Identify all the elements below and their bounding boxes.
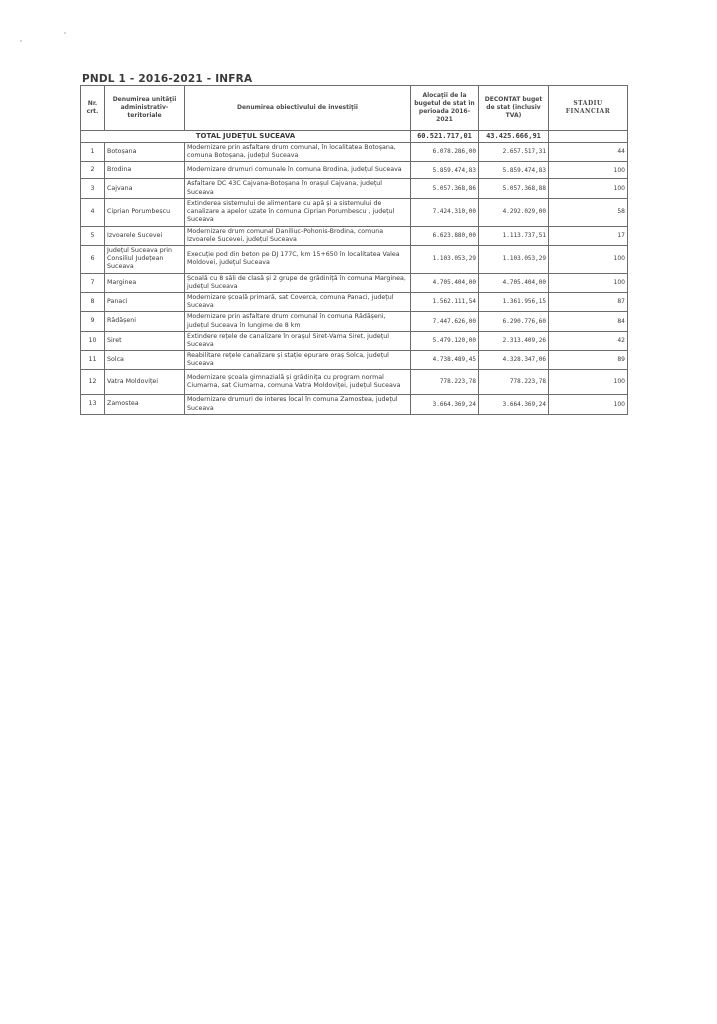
- row-unit: Județul Suceava prin Consiliul Județean Suceava: [105, 246, 185, 274]
- row-unit: Rădășeni: [105, 312, 185, 331]
- total-decont: 43.425.666,91: [479, 131, 549, 143]
- row-decont: 3.664.369,24: [479, 395, 549, 414]
- page-title: PNDL 1 - 2016-2021 - INFRA: [82, 73, 253, 85]
- row-alloc: 778.223,78: [411, 370, 479, 395]
- row-stadiu: 42: [549, 331, 628, 350]
- row-objective: Modernizare școală primară, sat Coverca, comuna Panaci, județul Suceava: [185, 292, 411, 311]
- row-number: 13: [81, 395, 105, 414]
- row-alloc: 6.623.880,00: [411, 226, 479, 245]
- table-row: [81, 143, 628, 162]
- row-number: 4: [81, 198, 105, 226]
- row-unit: Marginea: [105, 273, 185, 292]
- row-number: 6: [81, 246, 105, 274]
- table-row: [81, 370, 628, 395]
- table-row: [81, 312, 628, 331]
- header-objective: Denumirea obiectivului de investiţii: [185, 86, 411, 131]
- row-stadiu: 58: [549, 198, 628, 226]
- row-alloc: 7.424.310,00: [411, 198, 479, 226]
- header-unit: Denumirea unităţii administrativ-teritoriale: [105, 86, 185, 131]
- row-decont: 1.113.737,51: [479, 226, 549, 245]
- row-stadiu: 44: [549, 143, 628, 162]
- row-stadiu: 100: [549, 395, 628, 414]
- row-number: 9: [81, 312, 105, 331]
- row-number: 2: [81, 162, 105, 179]
- table-row: [81, 351, 628, 370]
- row-decont: 5.057.368,88: [479, 179, 549, 198]
- row-stadiu: 100: [549, 246, 628, 274]
- row-decont: 1.103.053,29: [479, 246, 549, 274]
- row-number: 11: [81, 351, 105, 370]
- scan-speck: [20, 40, 22, 42]
- row-unit: Cajvana: [105, 179, 185, 198]
- total-row: [81, 131, 628, 143]
- row-number: 7: [81, 273, 105, 292]
- row-objective: Extinderea sistemului de alimentare cu apă și a sistemului de canalizare a apelor uzate în comuna Ciprian Porumbescu , județul Suceava: [185, 198, 411, 226]
- row-decont: 6.290.776,60: [479, 312, 549, 331]
- row-alloc: 6.078.286,00: [411, 143, 479, 162]
- table-row: [81, 292, 628, 311]
- row-decont: 4.705.404,00: [479, 273, 549, 292]
- row-unit: Brodina: [105, 162, 185, 179]
- row-objective: Modernizare drum comunal Daniliuc-Pohonis-Brodina, comuna Izvoarele Sucevei, județul Suceava: [185, 226, 411, 245]
- row-number: 1: [81, 143, 105, 162]
- header-decont: DECONTAT buget de stat (inclusiv TVA): [479, 86, 549, 131]
- table-row: [81, 162, 628, 179]
- row-objective: Reabilitare rețele canalizare și stație epurare oraș Solca, județul Suceava: [185, 351, 411, 370]
- row-stadiu: 84: [549, 312, 628, 331]
- row-unit: Botoșana: [105, 143, 185, 162]
- row-objective: Modernizare prin asfaltare drum comunal în comuna Rădășeni, județul Suceava în lungime de 8 km: [185, 312, 411, 331]
- row-decont: 4.292.029,00: [479, 198, 549, 226]
- header-stadiu: STADIU FINANCIAR: [549, 86, 628, 131]
- row-number: 8: [81, 292, 105, 311]
- row-alloc: 7.447.626,00: [411, 312, 479, 331]
- row-stadiu: 100: [549, 179, 628, 198]
- row-decont: 4.328.347,06: [479, 351, 549, 370]
- row-alloc: 5.859.474,83: [411, 162, 479, 179]
- row-unit: Panaci: [105, 292, 185, 311]
- row-decont: 5.859.474,83: [479, 162, 549, 179]
- row-objective: Modernizare prin asfaltare drum comunal, în localitatea Botoșana, comuna Botoșana, județul Suceava: [185, 143, 411, 162]
- table-row: [81, 395, 628, 414]
- table-row: [81, 331, 628, 350]
- row-unit: Siret: [105, 331, 185, 350]
- table-row: [81, 226, 628, 245]
- row-decont: 2.657.517,31: [479, 143, 549, 162]
- header-row: [81, 86, 628, 131]
- table-row: [81, 246, 628, 274]
- row-alloc: 4.738.489,45: [411, 351, 479, 370]
- total-stadiu: [549, 131, 628, 143]
- total-alloc: 60.521.717,01: [411, 131, 479, 143]
- row-number: 12: [81, 370, 105, 395]
- row-number: 10: [81, 331, 105, 350]
- row-alloc: 3.664.369,24: [411, 395, 479, 414]
- row-alloc: 1.562.111,54: [411, 292, 479, 311]
- total-label: TOTAL JUDEȚUL SUCEAVA: [81, 131, 411, 143]
- row-stadiu: 100: [549, 273, 628, 292]
- row-decont: 1.361.956,15: [479, 292, 549, 311]
- row-unit: Solca: [105, 351, 185, 370]
- row-stadiu: 89: [549, 351, 628, 370]
- row-decont: 2.313.409,26: [479, 331, 549, 350]
- row-stadiu: 17: [549, 226, 628, 245]
- investment-table: [80, 85, 628, 415]
- table-row: [81, 179, 628, 198]
- row-alloc: 5.057.368,86: [411, 179, 479, 198]
- row-unit: Zamostea: [105, 395, 185, 414]
- row-alloc: 1.103.053,29: [411, 246, 479, 274]
- row-objective: Modernizare drumuri comunale în comuna Brodina, județul Suceava: [185, 162, 411, 179]
- row-objective: Școală cu 8 săli de clasă și 2 grupe de grădiniță în comuna Marginea, județul Suceava: [185, 273, 411, 292]
- row-alloc: 5.479.120,00: [411, 331, 479, 350]
- row-number: 3: [81, 179, 105, 198]
- row-stadiu: 100: [549, 370, 628, 395]
- row-objective: Modernizare drumuri de interes local în comuna Zamostea, județul Suceava: [185, 395, 411, 414]
- row-stadiu: 100: [549, 162, 628, 179]
- header-nr: Nr. crt.: [81, 86, 105, 131]
- table-row: [81, 198, 628, 226]
- row-alloc: 4.705.404,00: [411, 273, 479, 292]
- row-objective: Modernizare școala gimnazială și grădinița cu program normal Ciumarna, sat Ciumarna, comuna Vatra Moldoviței, județul Suceava: [185, 370, 411, 395]
- scan-speck: [64, 32, 66, 34]
- row-stadiu: 87: [549, 292, 628, 311]
- header-alloc: Alocaţii de la bugetul de stat în perioada 2016-2021: [411, 86, 479, 131]
- row-number: 5: [81, 226, 105, 245]
- row-objective: Extindere rețele de canalizare în orașul Siret-Vama Siret, județul Suceava: [185, 331, 411, 350]
- row-unit: Vatra Moldoviței: [105, 370, 185, 395]
- row-unit: Izvoarele Sucevei: [105, 226, 185, 245]
- row-objective: Asfaltare DC 43C Cajvana-Botoșana în orașul Cajvana, județul Suceava: [185, 179, 411, 198]
- row-unit: Ciprian Porumbescu: [105, 198, 185, 226]
- row-decont: 778.223,78: [479, 370, 549, 395]
- row-objective: Execuție pod din beton pe DJ 177C, km 15+650 în localitatea Valea Moldovei, județul Suceava: [185, 246, 411, 274]
- table-row: [81, 273, 628, 292]
